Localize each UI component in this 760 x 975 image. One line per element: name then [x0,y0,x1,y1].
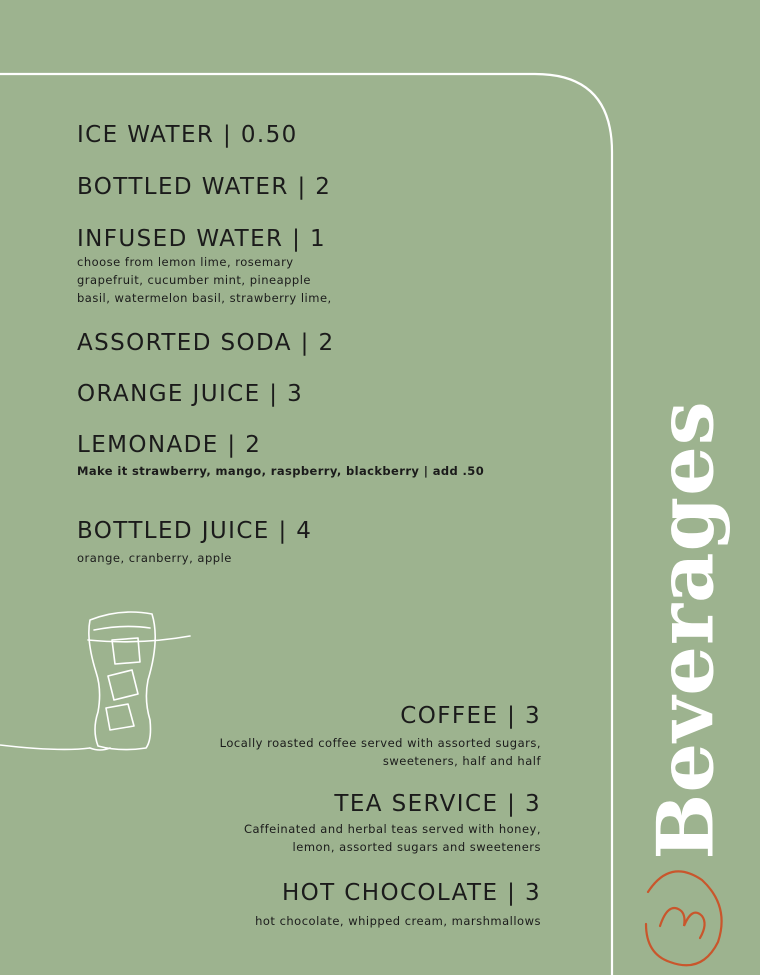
item-title: LEMONADE | 2 [77,432,262,458]
item-title: BOTTLED JUICE | 4 [77,518,313,544]
brand-logo-icon [640,862,730,972]
description-line: lemon, assorted sugars and sweeteners [292,840,541,854]
description-line: sweeteners, half and half [382,754,541,768]
item-description [244,820,541,856]
section-title: Beverages [640,400,732,860]
description-line: Locally roasted coffee served with assorted sugars, [219,736,541,750]
item-title: TEA SERVICE | 3 [334,791,541,817]
description-line: hot chocolate, whipped cream, marshmallows [255,914,541,928]
item-title: COFFEE | 3 [400,703,541,729]
description-line: choose from lemon lime, rosemary [77,255,294,269]
item-description [220,734,541,770]
item-title: ASSORTED SODA | 2 [77,330,335,356]
description-line: Caffeinated and herbal teas served with honey, [243,822,541,836]
description-line: grapefruit, cucumber mint, pineapple [77,273,311,287]
item-title: ORANGE JUICE | 3 [77,381,304,407]
item-description [77,253,332,307]
item-title: ICE WATER | 0.50 [77,122,298,148]
item-title: INFUSED WATER | 1 [77,226,327,252]
description-line: basil, watermelon basil, strawberry lime, [77,291,332,305]
item-title: HOT CHOCOLATE | 3 [281,880,541,906]
item-title: BOTTLED WATER | 2 [77,174,332,200]
iced-drink-illustration [0,600,200,760]
item-description: orange, cranberry, apple [77,551,232,565]
item-description [255,912,541,930]
item-description: Make it strawberry, mango, raspberry, blackberry | add .50 [77,464,485,478]
